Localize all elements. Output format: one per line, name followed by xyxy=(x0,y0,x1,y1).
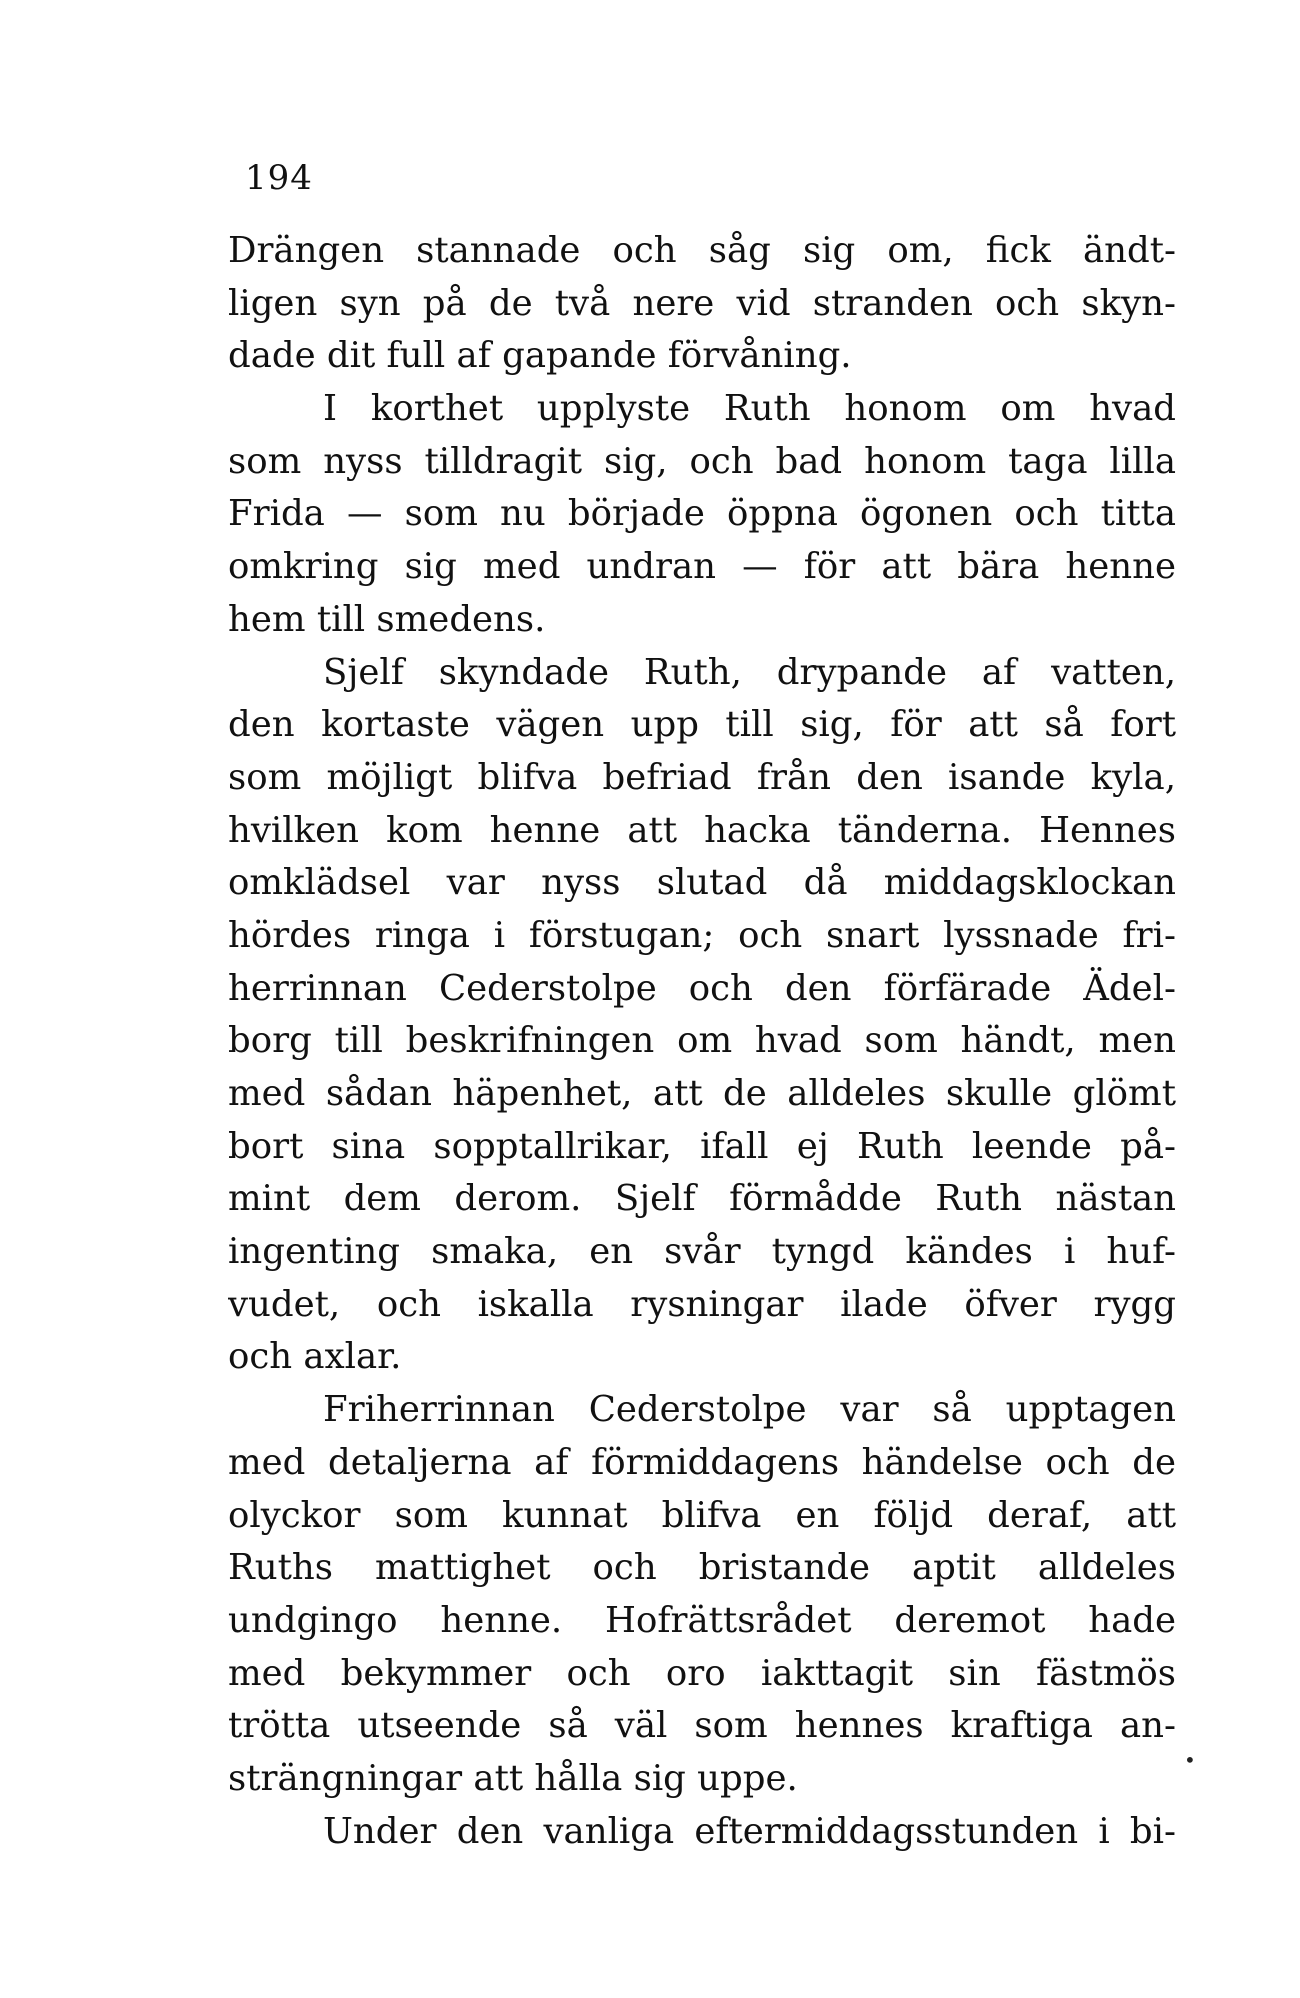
text-line: omklädsel var nyss slutad då middagsklockan xyxy=(228,862,1176,904)
text-line: herrinnan Cederstolpe och den förfärade Ädel- xyxy=(228,967,1176,1009)
text-line: ingenting smaka, en svår tyngd kändes i huf- xyxy=(228,1231,1176,1273)
text-line: Friherrinnan Cederstolpe var så upptagen xyxy=(323,1389,1176,1431)
text-line: Ruths mattighet och bristande aptit alldeles xyxy=(228,1547,1176,1589)
text-line: omkring sig med undran — för att bära henne xyxy=(228,546,1176,588)
text-line: hem till smedens. xyxy=(228,598,546,640)
text-line: med sådan häpenhet, att de alldeles skulle glömt xyxy=(228,1073,1176,1114)
text-line: dade dit full af gapande förvåning. xyxy=(228,335,852,377)
text-line: Sjelf skyndade Ruth, drypande af vatten, xyxy=(323,651,1176,693)
text-line: borg till beskrifningen om hvad som händt, men xyxy=(228,1020,1176,1062)
text-line: och axlar. xyxy=(228,1336,402,1378)
body-text xyxy=(228,225,1176,1858)
text-line: med bekymmer och oro iakttagit sin fästmös xyxy=(228,1652,1176,1694)
text-line: undgingo henne. Hofrättsrådet deremot hade xyxy=(228,1599,1176,1641)
text-line: Under den vanliga eftermiddagsstunden i bi- xyxy=(323,1810,1176,1852)
text-line: vudet, och iskalla rysningar ilade öfver rygg xyxy=(228,1283,1176,1325)
text-line: hvilken kom henne att hacka tänderna. Hennes xyxy=(228,809,1176,851)
page-number: 194 xyxy=(245,158,313,198)
text-line: som möjligt blifva befriad från den isande kyla, xyxy=(228,756,1176,798)
text-line: Frida — som nu började öppna ögonen och titta xyxy=(228,493,1176,535)
text-line: ligen syn på de två nere vid stranden och skyn- xyxy=(228,282,1176,324)
text-line: I korthet upplyste Ruth honom om hvad xyxy=(323,388,1176,430)
text-line: mint dem derom. Sjelf förmådde Ruth nästan xyxy=(228,1178,1176,1220)
text-line: den kortaste vägen upp till sig, för att så fort xyxy=(228,704,1176,746)
text-line: som nyss tilldragit sig, och bad honom taga lilla xyxy=(228,440,1176,482)
text-line: med detaljerna af förmiddagens händelse och de xyxy=(228,1441,1176,1483)
text-line: hördes ringa i förstugan; och snart lyssnade fri- xyxy=(228,914,1176,956)
text-line: Drängen stannade och såg sig om, fick ändt- xyxy=(228,230,1176,271)
text-line: bort sina sopptallrikar, ifall ej Ruth leende på- xyxy=(228,1125,1176,1167)
text-line: trötta utseende så väl som hennes kraftiga an- xyxy=(228,1705,1176,1747)
text-line: strängningar att hålla sig uppe. xyxy=(228,1757,798,1799)
text-line: olyckor som kunnat blifva en följd deraf, att xyxy=(228,1494,1176,1536)
margin-bullet-icon: • xyxy=(1184,1748,1196,1772)
